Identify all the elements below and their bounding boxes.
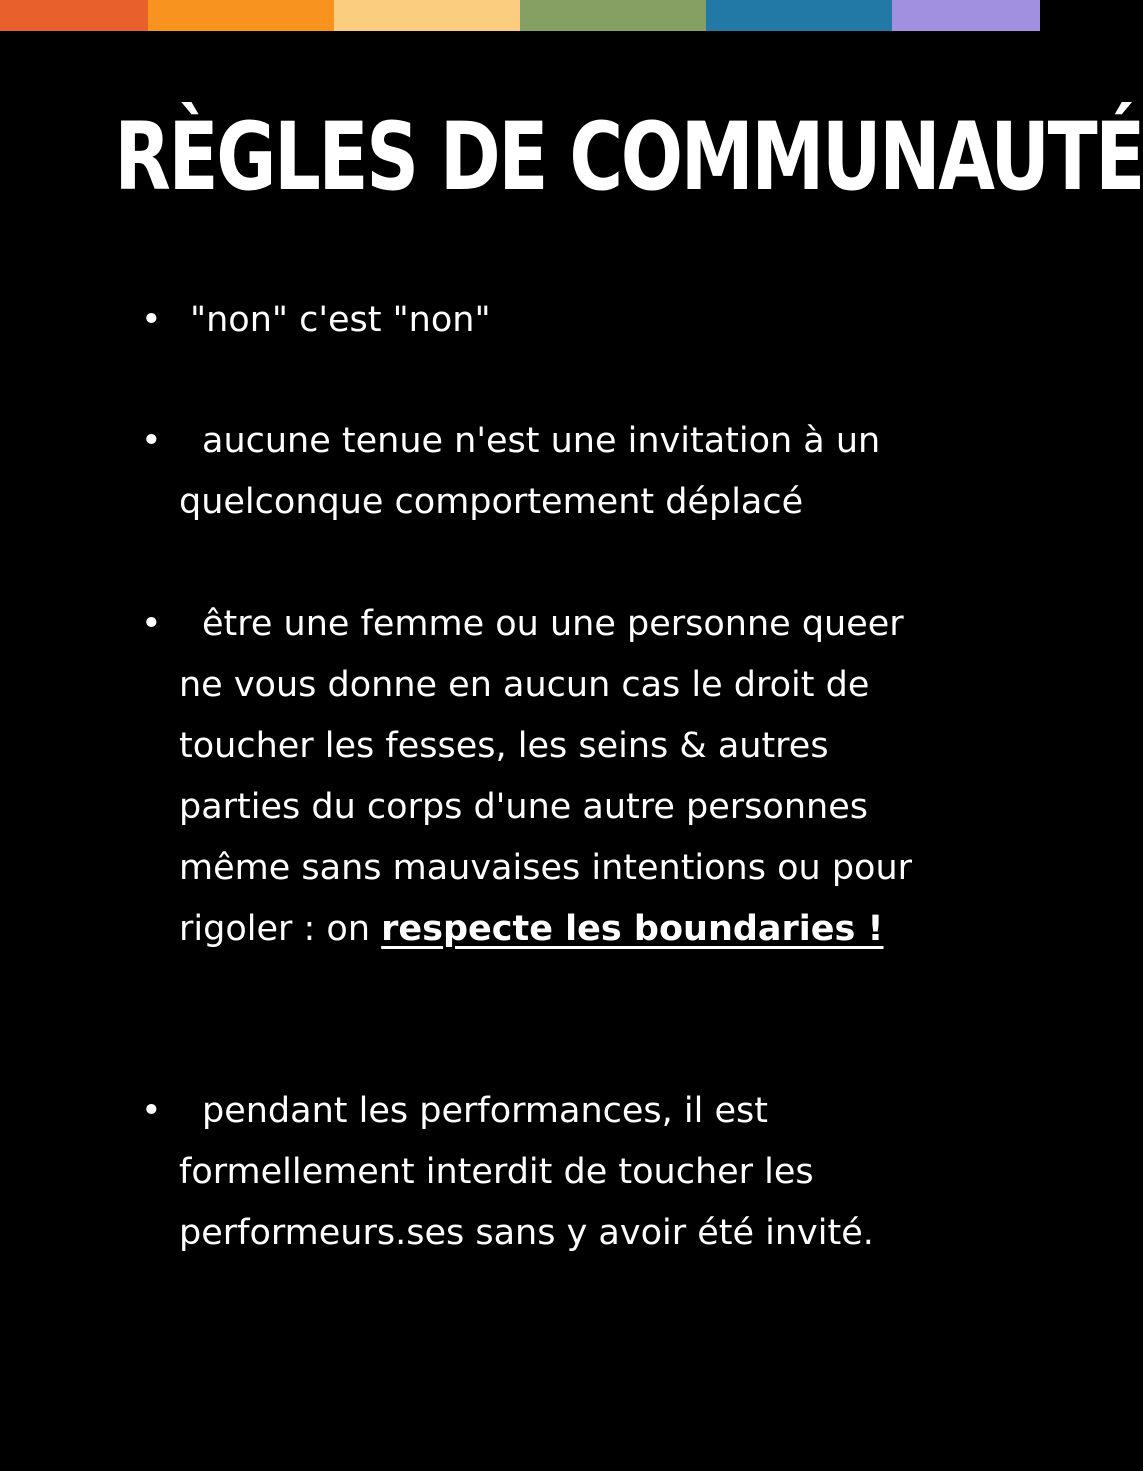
rule-text: aucune tenue n'est une invitation à un quelconque comportement déplacé bbox=[179, 421, 881, 522]
rule-item-performances bbox=[141, 1081, 939, 1264]
bullet-icon: • bbox=[141, 1091, 162, 1131]
rule-item-touching bbox=[141, 594, 939, 960]
rule-item-outfit bbox=[141, 411, 939, 533]
stripe-green bbox=[520, 0, 706, 31]
stripe-purple bbox=[892, 0, 1040, 31]
rule-text: pendant les performances, il est formellement interdit de toucher les performeurs.ses sans y avoir été invité. bbox=[179, 1091, 874, 1253]
stripe-blue bbox=[706, 0, 892, 31]
stripe-yellow bbox=[334, 0, 520, 31]
rule-emphasis: respecte les boundaries ! bbox=[381, 909, 884, 949]
bullet-icon: • bbox=[141, 421, 162, 461]
bullet-icon: • bbox=[141, 604, 162, 644]
rainbow-stripe bbox=[0, 0, 1040, 31]
rule-text: "non" c'est "non" bbox=[190, 300, 491, 340]
stripe-orange-red bbox=[0, 0, 148, 31]
page-title: RÈGLES DE COMMUNAUTÉ bbox=[114, 103, 1143, 212]
rule-text: être une femme ou une personne queer ne vous donne en aucun cas le droit de toucher les fesses, les seins & autres parties du corps d'une autre personnes même sans mauvaises intentions ou pour rigoler : on bbox=[179, 604, 913, 949]
stripe-orange bbox=[148, 0, 334, 31]
rule-item-no-means-no bbox=[141, 290, 950, 351]
bullet-icon: • bbox=[141, 300, 162, 340]
